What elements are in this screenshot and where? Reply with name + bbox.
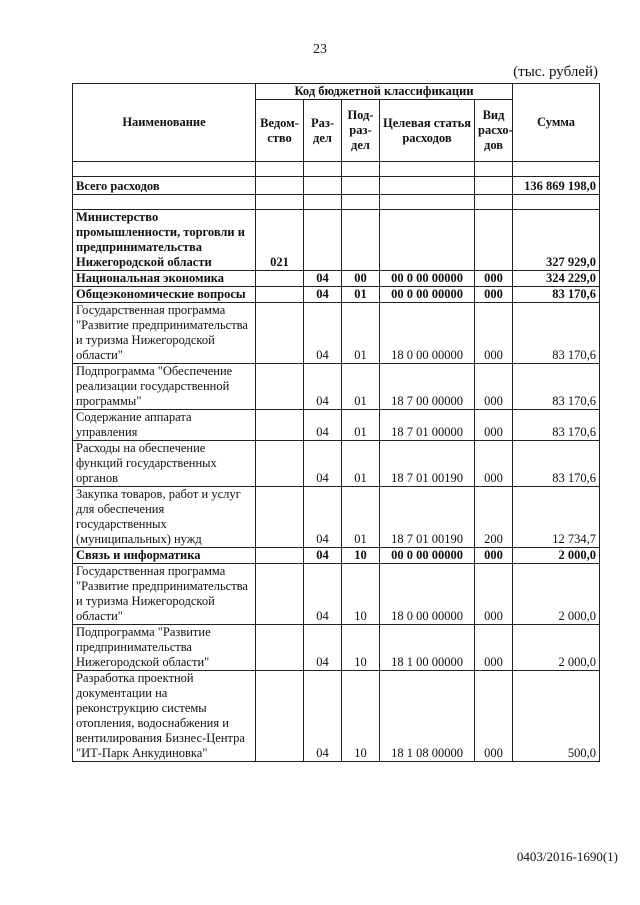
row-name: Государственная программа "Развитие предпринимательства и туризма Нижегородской области" (73, 564, 256, 625)
row-expense-type: 000 (475, 271, 513, 287)
row-sum: 2 000,0 (513, 625, 600, 671)
row-razdel (304, 210, 342, 271)
budget-table (72, 83, 600, 762)
row-razdel: 04 (304, 625, 342, 671)
row-podrazdel: 01 (342, 410, 380, 441)
row-vedomstvo (256, 548, 304, 564)
header-budget-code-group: Код бюджетной классификации (256, 84, 513, 100)
spacer-row (73, 162, 600, 177)
row-target-article: 00 0 00 00000 (380, 548, 475, 564)
row-target-article: 18 1 08 00000 (380, 671, 475, 762)
header-vedomstvo: Ведом-ство (256, 100, 304, 162)
row-name: Расходы на обеспечение функций государственных органов (73, 441, 256, 487)
row-razdel: 04 (304, 364, 342, 410)
table-row (73, 671, 600, 762)
row-razdel: 04 (304, 564, 342, 625)
header-razdel: Раз-дел (304, 100, 342, 162)
row-name: Общеэкономические вопросы (73, 287, 256, 303)
row-target-article: 18 7 01 00190 (380, 441, 475, 487)
table-row (73, 364, 600, 410)
row-name: Министерство промышленности, торговли и предпринимательства Нижегородской области (73, 210, 256, 271)
table-row (73, 303, 600, 364)
row-podrazdel (342, 210, 380, 271)
row-name: Закупка товаров, работ и услуг для обеспечения государственных (муниципальных) нужд (73, 487, 256, 548)
row-expense-type: 000 (475, 410, 513, 441)
page-number: 23 (313, 42, 327, 57)
row-podrazdel: 10 (342, 564, 380, 625)
row-vedomstvo (256, 564, 304, 625)
header-name: Наименование (73, 84, 256, 162)
row-sum: 83 170,6 (513, 287, 600, 303)
row-target-article: 18 7 00 00000 (380, 364, 475, 410)
row-razdel: 04 (304, 441, 342, 487)
row-podrazdel: 01 (342, 303, 380, 364)
row-expense-type: 000 (475, 287, 513, 303)
row-podrazdel: 10 (342, 671, 380, 762)
row-expense-type: 000 (475, 364, 513, 410)
row-sum: 83 170,6 (513, 303, 600, 364)
row-sum: 324 229,0 (513, 271, 600, 287)
row-razdel: 04 (304, 271, 342, 287)
row-target-article: 18 1 00 00000 (380, 625, 475, 671)
row-podrazdel: 01 (342, 364, 380, 410)
row-vedomstvo: 021 (256, 210, 304, 271)
row-target-article: 00 0 00 00000 (380, 287, 475, 303)
row-expense-type: 000 (475, 441, 513, 487)
row-sum: 327 929,0 (513, 210, 600, 271)
row-razdel: 04 (304, 303, 342, 364)
header-target-article: Целевая статья расходов (380, 100, 475, 162)
row-sum: 2 000,0 (513, 548, 600, 564)
table-row (73, 548, 600, 564)
document-code: 0403/2016-1690(1) (516, 849, 618, 864)
table-row (73, 287, 600, 303)
row-vedomstvo (256, 303, 304, 364)
row-vedomstvo (256, 287, 304, 303)
row-razdel: 04 (304, 548, 342, 564)
header-expense-type: Вид расхо-дов (475, 100, 513, 162)
table-row (73, 487, 600, 548)
table-row (73, 210, 600, 271)
row-vedomstvo (256, 271, 304, 287)
row-name: Подпрограмма "Развитие предпринимательства Нижегородской области" (73, 625, 256, 671)
row-name: Содержание аппарата управления (73, 410, 256, 441)
row-expense-type: 000 (475, 625, 513, 671)
row-vedomstvo (256, 671, 304, 762)
row-vedomstvo (256, 441, 304, 487)
row-expense-type: 000 (475, 671, 513, 762)
row-sum: 2 000,0 (513, 564, 600, 625)
header-podrazdel: Под-раз-дел (342, 100, 380, 162)
row-name: Национальная экономика (73, 271, 256, 287)
header-sum: Сумма (513, 84, 600, 162)
row-podrazdel: 01 (342, 441, 380, 487)
table-row (73, 441, 600, 487)
row-podrazdel: 01 (342, 287, 380, 303)
row-podrazdel: 10 (342, 625, 380, 671)
row-podrazdel: 10 (342, 548, 380, 564)
total-sum: 136 869 198,0 (513, 177, 600, 195)
row-expense-type (475, 210, 513, 271)
spacer-row (73, 195, 600, 210)
row-vedomstvo (256, 625, 304, 671)
row-razdel: 04 (304, 671, 342, 762)
total-label: Всего расходов (73, 177, 256, 195)
table-row (73, 625, 600, 671)
row-target-article: 18 7 01 00190 (380, 487, 475, 548)
row-sum: 12 734,7 (513, 487, 600, 548)
row-podrazdel: 01 (342, 487, 380, 548)
total-row (73, 177, 600, 195)
row-razdel: 04 (304, 287, 342, 303)
row-sum: 83 170,6 (513, 364, 600, 410)
table-row (73, 271, 600, 287)
row-target-article: 18 7 01 00000 (380, 410, 475, 441)
units-label: (тыс. рублей) (513, 64, 598, 80)
row-vedomstvo (256, 364, 304, 410)
row-vedomstvo (256, 410, 304, 441)
row-podrazdel: 00 (342, 271, 380, 287)
row-sum: 83 170,6 (513, 410, 600, 441)
table-row (73, 564, 600, 625)
row-razdel: 04 (304, 410, 342, 441)
row-name: Связь и информатика (73, 548, 256, 564)
row-sum: 500,0 (513, 671, 600, 762)
row-name: Подпрограмма "Обеспечение реализации государственной программы" (73, 364, 256, 410)
row-vedomstvo (256, 487, 304, 548)
row-name: Государственная программа "Развитие предпринимательства и туризма Нижегородской области" (73, 303, 256, 364)
row-razdel: 04 (304, 487, 342, 548)
table-row (73, 410, 600, 441)
row-expense-type: 200 (475, 487, 513, 548)
row-target-article: 00 0 00 00000 (380, 271, 475, 287)
row-sum: 83 170,6 (513, 441, 600, 487)
row-target-article: 18 0 00 00000 (380, 303, 475, 364)
row-target-article: 18 0 00 00000 (380, 564, 475, 625)
row-name: Разработка проектной документации на реконструкцию системы отопления, водоснабжения и вентилирования Бизнес-Центра "ИТ-Парк Анкудиновка" (73, 671, 256, 762)
row-target-article (380, 210, 475, 271)
row-expense-type: 000 (475, 548, 513, 564)
row-expense-type: 000 (475, 303, 513, 364)
row-expense-type: 000 (475, 564, 513, 625)
